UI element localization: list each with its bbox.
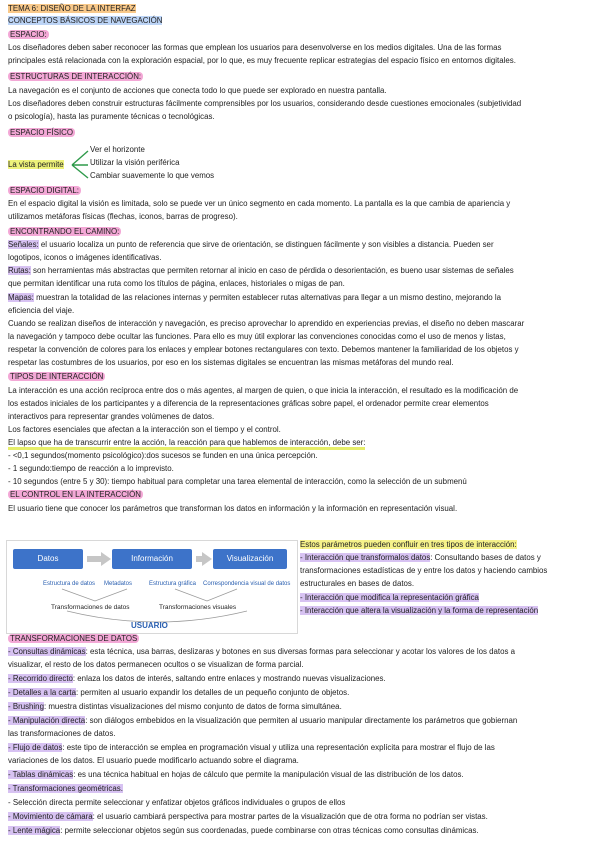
trans-item-3: - Detalles a la carta: permiten al usuario expandir los detalles de un pequeño conjunto de objetos. <box>8 688 350 697</box>
trans-item-1: visualizar, el resto de los datos permanecen ocultos o se visualizan de forma parcial. <box>8 660 304 669</box>
espacio-line-1: Los diseñadores deben saber reconocer las formas que emplean los usuarios para desenvolverse en los medios digitales. Una de las formas <box>8 43 502 52</box>
tipos-bullet-2: - 1 segundo:tiempo de reacción a lo imprevisto. <box>8 464 174 473</box>
control-line-1: El usuario tiene que conocer los parámetros que transforman los datos en información y la información en representación visual. <box>8 504 458 513</box>
label-estructura-datos: Estructura de datos <box>43 581 96 587</box>
parametros-item-1-cont: transformaciones estadísticas de y entre los datos y haciendo cambios <box>300 566 548 575</box>
estructuras-title: ESTRUCTURAS DE INTERACCIÓN: <box>10 72 142 81</box>
trans-item-0: - Consultas dinámicas: esta técnica, usa barras, deslizaras y botones en sus diversas formas para seleccionar y acotar los valores de los datos a <box>8 647 516 656</box>
rutas-line-2: que permitan identificar una ruta como los títulos de página, enlaces, historiales o migas de pan. <box>8 279 345 288</box>
tipos-line-2: los estados iniciales de los participantes y a diferencia de la representaciones gráficas sobre papel, el ordenador permite crear elementos <box>8 399 489 408</box>
tipos-line-3: interactivos para representar grandes volúmenes de datos. <box>8 412 215 421</box>
senales-line-2: logotipos, iconos o imágenes identificativas. <box>8 253 162 262</box>
digital-line-2: utilizamos metáforas físicas (flechas, iconos, barras de progreso). <box>8 212 238 221</box>
parametros-item-1: - Interacción que transformalos datos: Consultando bases de datos y <box>300 553 541 562</box>
box-informacion: Información <box>112 549 192 569</box>
tipos-line-1: La interacción es una acción recíproca entre dos o más agentes, al margen de quien, o que inicia la interacción, el resultado es la modificación de <box>8 386 519 395</box>
label-estructura-grafica: Estructura gráfica <box>149 581 197 587</box>
trans-item-6: las transformaciones de datos. <box>8 729 116 738</box>
estructuras-line-1: La navegación es el conjunto de acciones que conecta todo lo que puede ser explorado en nuestra pantalla. <box>8 86 387 95</box>
tipos-title: TIPOS DE INTERACCIÓN <box>10 372 104 381</box>
fisico-title: ESPACIO FÍSICO <box>10 128 73 137</box>
trans-item-13: - Lente mágica: permite seleccionar objetos según sus coordenadas, puede combinarse con otras técnicas como consultas dinámicas. <box>8 826 479 835</box>
camino-title: ENCONTRANDO EL CAMINO: <box>10 227 120 236</box>
fisico-item-1: Ver el horizonte <box>90 145 145 154</box>
trans-item-4: - Brushing: muestra distintas visualizaciones del mismo conjunto de datos de forma simultánea. <box>8 702 342 711</box>
fisico-item-3: Cambiar suavemente lo que vemos <box>90 171 215 180</box>
conceptos-heading: CONCEPTOS BÁSICOS DE NAVEGACIÓN <box>8 16 163 25</box>
trans-item-10: - Transformaciones geométricas. <box>8 784 123 793</box>
parametros-item-1-end: estructurales en bases de datos. <box>300 579 415 588</box>
branch-brace-icon <box>70 145 92 181</box>
transformaciones-title: TRANSFORMACIONES DE DATOS <box>10 634 138 643</box>
control-title: EL CONTROL EN LA INTERACCIÓN <box>10 490 141 499</box>
tipos-line-5: El lapso que ha de transcurrir entre la acción, la reacción para que hablemos de interacción, debe ser: <box>8 438 365 449</box>
tipos-bullet-1: - <0,1 segundos(momento psicológico):dos sucesos se funden en una única percepción. <box>8 451 318 460</box>
camino-para-4: respetar las costumbres de los usuarios, por eso en los sistemas digitales se encuentran las mismas metáforas del mundo real. <box>8 358 454 367</box>
tipos-line-4: Los factores esenciales que afectan a la interacción son el tiempo y el control. <box>8 425 281 434</box>
box-visualizacion: Visualización <box>213 549 287 569</box>
fisico-left: La vista permite <box>8 160 64 169</box>
estructuras-line-3: o psicología), hasta las puramente técnicas o tecnológicas. <box>8 112 215 121</box>
parametros-title: Estos parámetros pueden confluir en tres tipos de interacción: <box>300 540 517 549</box>
trans-item-8: variaciones de los datos. El usuario puede modificarlo actuando sobre el diagrama. <box>8 756 299 765</box>
arrow-1-icon <box>101 552 111 566</box>
trans-item-12: - Movimiento de cámara: el usuario cambiará perspectiva para mostrar partes de la visualización que de otra forma no podrían ser vistas. <box>8 812 488 821</box>
fisico-item-2: Utilizar la visión periférica <box>90 158 180 167</box>
trans-item-9: - Tablas dinámicas: es una técnica habitual en hojas de cálculo que permite la manipulación visual de las distribución de los datos. <box>8 770 464 779</box>
interaction-diagram <box>6 540 298 634</box>
trans-item-11: - Selección directa permite seleccionar y enfatizar objetos gráficos individuales o grupos de ellos <box>8 798 346 807</box>
label-transformaciones-visuales: Transformaciones visuales <box>159 604 237 611</box>
mapas-line-1: Mapas: muestran la totalidad de las relaciones internas y permiten establecer rutas alternativas para llegar a un mismo destino, mejorando la <box>8 293 501 302</box>
digital-title: ESPACIO DIGITAL: <box>10 186 79 195</box>
label-metadatos: Metadatos <box>104 581 133 587</box>
mapas-line-2: eficiencia del viaje. <box>8 306 75 315</box>
arrow-2-icon <box>202 552 212 566</box>
tema-heading: TEMA 6: DISEÑO DE LA INTERFAZ <box>8 4 136 13</box>
parametros-item-2: - Interacción que modifica la representación gráfica <box>300 593 479 602</box>
camino-para-1: Cuando se realizan diseños de interacción y navegación, es preciso aprovechar lo aprendido en experiencias previas, el diseño no deben mascarar <box>8 319 525 328</box>
arrow-1-bar <box>87 556 101 562</box>
parametros-item-3: - Interacción que altera la visualización y la forma de representación <box>300 606 539 615</box>
label-correspondencia: Correspondencia visual de datos <box>203 581 291 587</box>
box-datos: Datos <box>13 549 83 569</box>
trans-item-5: - Manipulación directa: son diálogos embebidos en la visualización que permiten al usuario manipular directamente los parámetros que gobiernan <box>8 716 518 725</box>
usuario-label: USUARIO <box>131 621 168 630</box>
label-transformaciones-datos: Transformaciones de datos <box>51 604 130 611</box>
tipos-bullet-3: - 10 segundos (entre 5 y 30): tiempo habitual para completar una tarea elemental de interacción, como la selección de un submenú <box>8 477 467 486</box>
espacio-title: ESPACIO: <box>10 30 47 39</box>
senales-line-1: Señales: el usuario localiza un punto de referencia que sirve de orientación, se distinguen fácilmente y son visibles a distancia. Pueden ser <box>8 240 494 249</box>
estructuras-line-2: Los diseñadores deben construir estructuras fácilmente comprensibles por los usuarios, considerando desde cuestiones emocionales (subjetividad <box>8 99 522 108</box>
espacio-line-2: principales está relacionada con la exploración espacial, por lo que, es muy frecuente replicar estrategias del espacio físico en entornos digitales. <box>8 56 516 65</box>
trans-item-7: - Flujo de datos: este tipo de interacción se emplea en programación visual y utiliza una representación explícita para mostrar el flujo de las <box>8 743 495 752</box>
camino-para-3: respetar la convención de colores para los enlaces y emplear botones rectangulares con texto. Debemos mantener la familiaridad de los objetos y <box>8 345 519 354</box>
trans-item-2: - Recorrido directo: enlaza los datos de interés, saltando entre enlaces y mostrando nuevas visualizaciones. <box>8 674 386 683</box>
digital-line-1: En el espacio digital la visión es limitada, solo se puede ver un único segmento en cada momento. La pantalla es la que cambia de apariencia y <box>8 199 511 208</box>
rutas-line-1: Rutas: son herramientas más abstractas que permiten retornar al inicio en caso de pérdida o desorientación, es bueno usar sistemas de señales <box>8 266 514 275</box>
camino-para-2: la navegación y tampoco debe ocultar las funciones. Para ello es muy útil explorar las convenciones conocidas como el uso de menos y listas, <box>8 332 506 341</box>
